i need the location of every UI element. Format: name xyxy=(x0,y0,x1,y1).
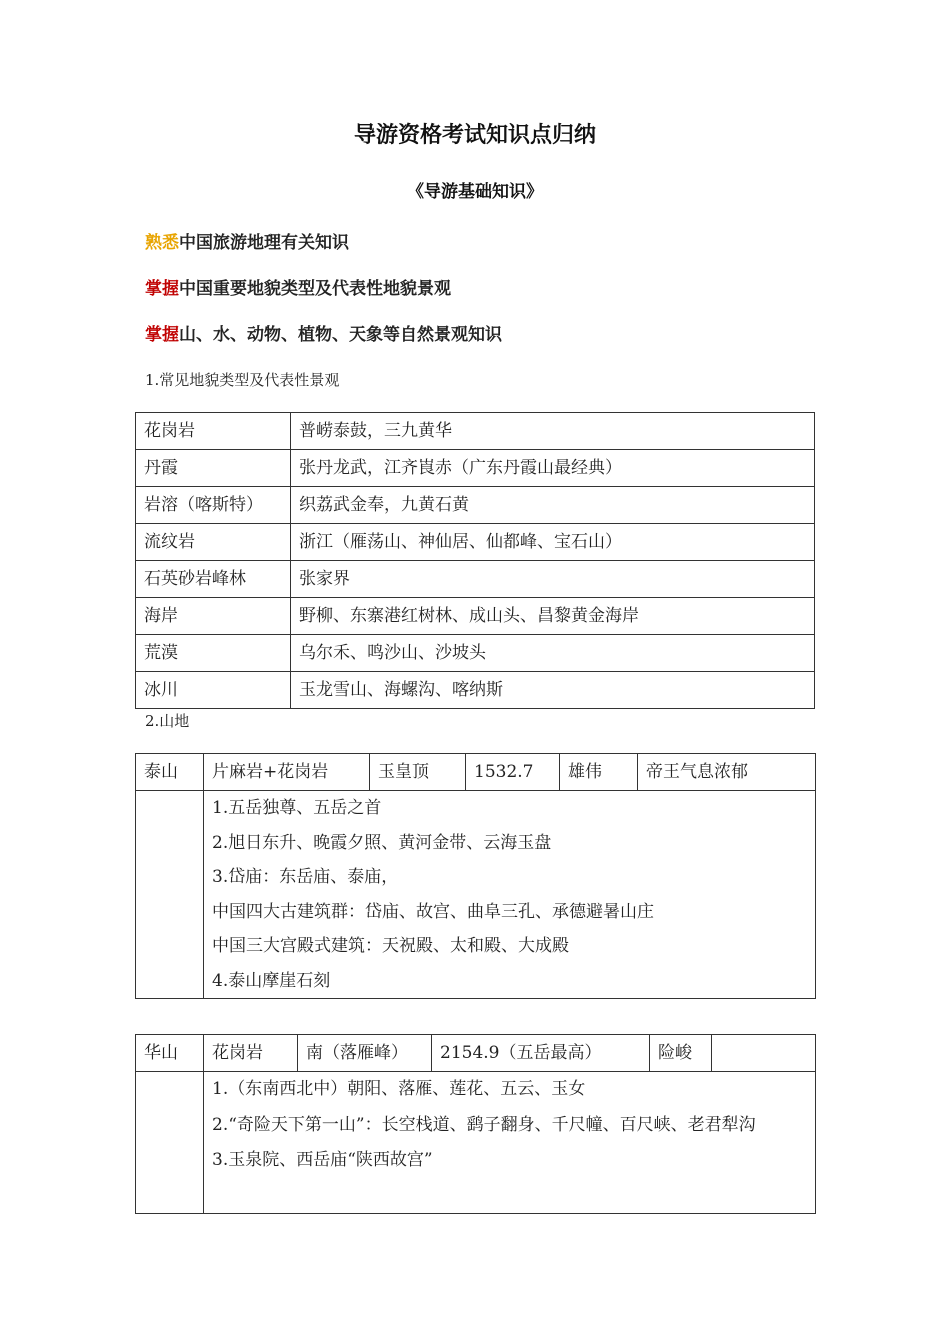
landform-type: 流纹岩 xyxy=(136,524,291,561)
table-row xyxy=(136,524,815,561)
landform-type: 丹霞 xyxy=(136,450,291,487)
section1-caption: 1.常见地貌类型及代表性景观 xyxy=(145,371,340,389)
mountain-peak: 南（落雁峰） xyxy=(298,1035,432,1072)
landform-examples: 浙江（雁荡山、神仙居、仙都峰、宝石山） xyxy=(291,524,815,561)
mountain-height: 2154.9（五岳最高） xyxy=(432,1035,650,1072)
landform-type: 花岗岩 xyxy=(136,413,291,450)
landform-table xyxy=(135,412,815,709)
mountain-height: 1532.7 xyxy=(466,754,560,791)
page-title: 导游资格考试知识点归纳 xyxy=(353,123,596,148)
detail-line: 4.泰山摩崖石刻 xyxy=(212,970,331,991)
requirement-keyword: 掌握 xyxy=(145,279,179,299)
taishan-table xyxy=(135,753,816,999)
requirement-1 xyxy=(145,228,349,253)
detail-line: 1.（东南西北中）朝阳、落雁、莲花、五云、玉女 xyxy=(212,1079,586,1099)
mountain-name: 华山 xyxy=(136,1035,204,1072)
huashan-table xyxy=(135,1034,816,1214)
requirement-text: 中国重要地貌类型及代表性地貌景观 xyxy=(179,279,451,299)
mountain-name: 泰山 xyxy=(136,754,204,791)
landform-examples: 乌尔禾、鸣沙山、沙坡头 xyxy=(291,635,815,672)
table-row xyxy=(136,450,815,487)
landform-examples: 野柳、东寨港红树林、成山头、昌黎黄金海岸 xyxy=(291,598,815,635)
detail-line: 3.岱庙：东岳庙、泰庙， xyxy=(212,867,399,887)
table-row xyxy=(136,1072,816,1214)
requirement-keyword: 掌握 xyxy=(145,325,179,345)
detail-line: 2.旭日东升、晚霞夕照、黄河金带、云海玉盘 xyxy=(212,832,552,853)
mountain-note: 帝王气息浓郁 xyxy=(638,754,816,791)
landform-type: 荒漠 xyxy=(136,635,291,672)
mountain-peak: 玉皇顶 xyxy=(370,754,466,791)
requirement-keyword: 熟悉 xyxy=(145,233,179,253)
landform-type: 冰川 xyxy=(136,672,291,709)
table-row xyxy=(136,791,816,999)
requirement-2 xyxy=(145,274,451,299)
detail-line: 1.五岳独尊、五岳之首 xyxy=(212,798,382,818)
table-row xyxy=(136,487,815,524)
detail-line: 2.“奇险天下第一山”：长空栈道、鹞子翻身、千尺幢、百尺峡、老君犁沟 xyxy=(212,1114,756,1135)
landform-type: 石英砂岩峰林 xyxy=(136,561,291,598)
mountain-details xyxy=(204,791,816,999)
detail-line: 中国四大古建筑群：岱庙、故宫、曲阜三孔、承德避暑山庄 xyxy=(212,901,654,922)
landform-type: 岩溶（喀斯特） xyxy=(136,487,291,524)
landform-examples: 普崂泰鼓，三九黄华 xyxy=(291,413,815,450)
landform-type: 海岸 xyxy=(136,598,291,635)
table-row xyxy=(136,598,815,635)
table-row xyxy=(136,413,815,450)
landform-examples: 织荔武金奉，九黄石黄 xyxy=(291,487,815,524)
landform-examples: 张家界 xyxy=(291,561,815,598)
table-row xyxy=(136,672,815,709)
table-row xyxy=(136,635,815,672)
page-subtitle: 《导游基础知识》 xyxy=(407,182,543,202)
table-row xyxy=(136,561,815,598)
mountain-details xyxy=(204,1072,816,1214)
mountain-note xyxy=(712,1035,816,1072)
requirement-text: 中国旅游地理有关知识 xyxy=(179,233,349,253)
detail-line: 中国三大宫殿式建筑：天祝殿、太和殿、大成殿 xyxy=(212,936,569,956)
mountain-rock: 片麻岩+花岗岩 xyxy=(204,754,370,791)
landform-examples: 玉龙雪山、海螺沟、喀纳斯 xyxy=(291,672,815,709)
requirement-3 xyxy=(145,320,502,345)
requirement-text: 山、水、动物、植物、天象等自然景观知识 xyxy=(179,325,502,345)
table-row xyxy=(136,1035,816,1072)
empty-cell xyxy=(136,1072,204,1214)
mountain-rock: 花岗岩 xyxy=(204,1035,298,1072)
section2-caption: 2.山地 xyxy=(145,712,190,730)
landform-examples: 张丹龙武，江齐崀赤（广东丹霞山最经典） xyxy=(291,450,815,487)
table-row xyxy=(136,754,816,791)
mountain-feature: 险峻 xyxy=(650,1035,712,1072)
detail-line: 3.玉泉院、西岳庙“陕西故宫” xyxy=(212,1149,433,1170)
empty-cell xyxy=(136,791,204,999)
mountain-feature: 雄伟 xyxy=(560,754,638,791)
